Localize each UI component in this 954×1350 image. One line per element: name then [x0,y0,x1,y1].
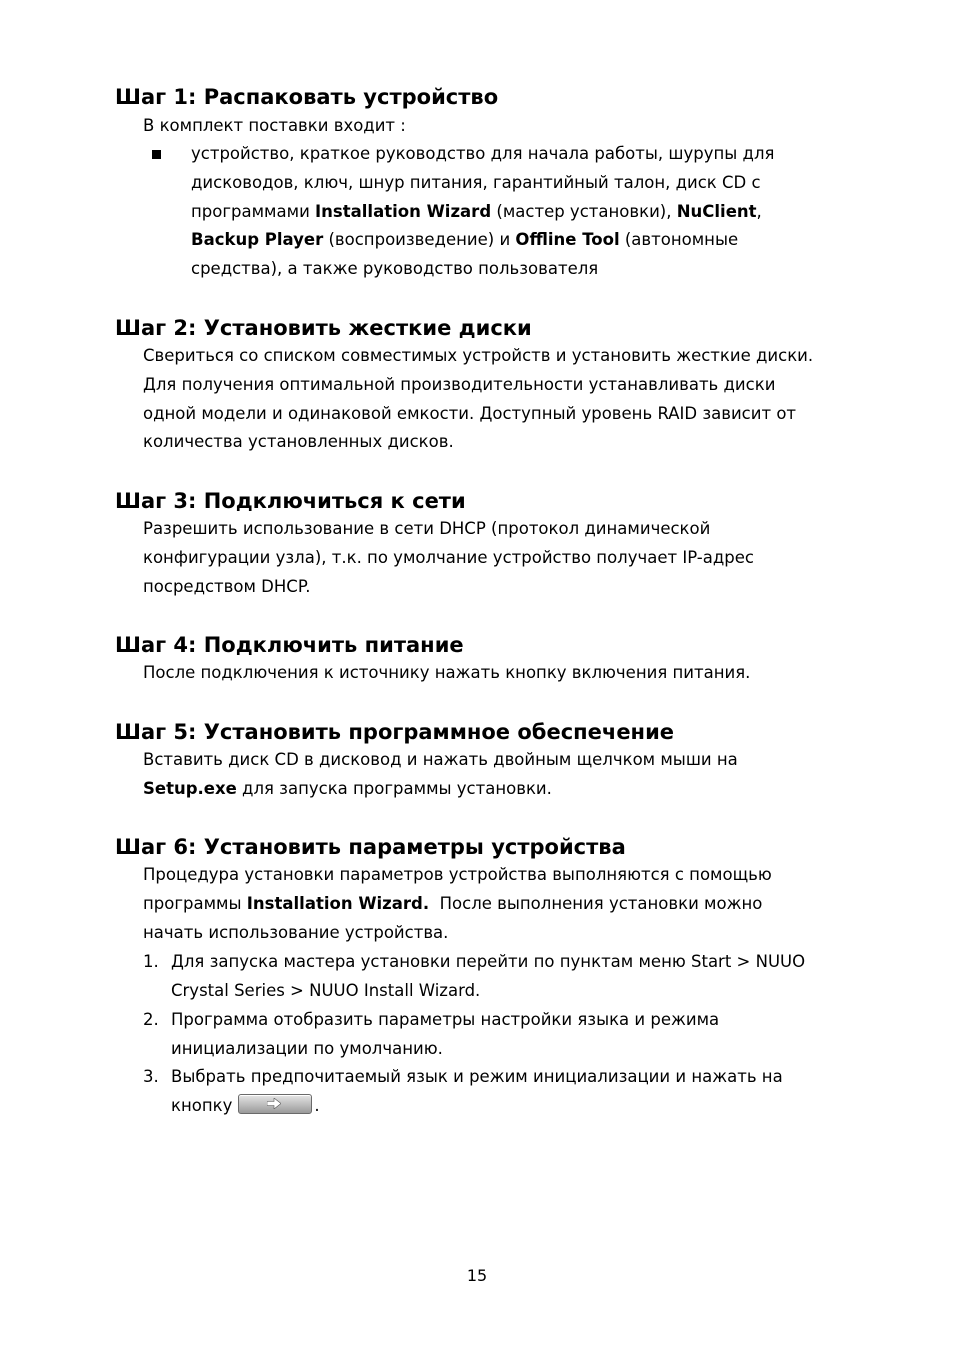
text-run: программами [191,201,316,221]
product-name-installation-wizard: Installation Wizard. [246,893,430,913]
paragraph-line: Разрешить использование в сети DHCP (протокол динамической [143,519,711,538]
paragraph-line: посредством DHCP. [143,576,311,596]
step5-paragraph [143,746,863,804]
list-line: Для запуска мастера установки перейти по пунктам меню Start > NUUO [171,952,806,971]
bullet-line: средства), а также руководство пользователя [191,259,599,279]
paragraph-line: Вставить диск CD в дисковод и нажать двойным щелчком мыши на [143,750,738,769]
step6-paragraph [143,861,863,947]
next-button-image [238,1094,312,1114]
list-line: Выбрать предпочитаемый язык и режим инициализации и нажать на [171,1067,783,1086]
list-line: Программа отобразить параметры настройки языка и режима [171,1010,720,1029]
list-item-text [171,1006,851,1064]
text-run: программы [143,893,247,913]
list-line: инициализации по умолчанию. [171,1038,443,1058]
right-arrow-icon [267,1098,281,1109]
list-number: 3. [143,1067,159,1086]
step1-bullet-text [191,140,851,284]
paragraph-line: конфигурации узла), т.к. по умолчание устройство получает IP-адрес [143,547,754,567]
text-run: После выполнения установки можно [429,893,763,913]
text-run: для запуска программы установки. [236,778,552,798]
step2-paragraph [143,342,863,457]
step1-intro: В комплект поставки входит : [143,116,406,135]
paragraph-line: Процедура установки параметров устройства выполняются с помощью [143,865,772,884]
list-line: Crystal Series > NUUO Install Wizard. [171,980,481,1000]
text-run: (воспроизведение) и [323,230,516,250]
list-number: 2. [143,1010,159,1029]
bullet-line [191,226,851,255]
file-name-setup-exe: Setup.exe [143,778,237,798]
square-bullet-icon [152,150,161,159]
paragraph-line: одной модели и одинаковой емкости. Доступный уровень RAID зависит от [143,403,797,423]
paragraph-line [143,775,863,804]
text-run: , [756,201,762,221]
list-line [171,1092,851,1121]
product-name-backup-player: Backup Player [191,230,324,250]
step3-heading: Шаг 3: Подключиться к сети [115,489,466,513]
text-run: . [314,1095,320,1115]
bullet-line [191,198,851,227]
product-name-nuclient: NuClient [676,201,757,221]
list-item-text [171,1063,851,1121]
step3-paragraph [143,515,863,601]
paragraph-line: Для получения оптимальной производительности устанавливать диски [143,374,776,394]
product-name-installation-wizard: Installation Wizard [315,201,492,221]
paragraph-line: После подключения к источнику нажать кнопку включения питания. [143,663,751,682]
step2-heading: Шаг 2: Установить жесткие диски [115,316,532,340]
step5-heading: Шаг 5: Установить программное обеспечение [115,720,675,744]
paragraph-line: Свериться со списком совместимых устройств и установить жесткие диски. [143,346,814,365]
bullet-line: дисководов, ключ, шнур питания, гарантийный талон, диск CD с [191,172,761,192]
product-name-offline-tool: Offline Tool [515,230,620,250]
page-number: 15 [466,1266,488,1285]
paragraph-line [143,890,863,919]
bullet-line: устройство, краткое руководство для начала работы, шурупы для [191,144,775,163]
step6-heading: Шаг 6: Установить параметры устройства [115,835,626,859]
step4-heading: Шаг 4: Подключить питание [115,633,464,657]
text-run: (автономные [619,230,739,250]
step1-heading: Шаг 1: Распаковать устройство [115,85,499,109]
list-item-text [171,948,851,1006]
paragraph-line: начать использование устройства. [143,922,449,942]
step4-paragraph [143,659,863,688]
paragraph-line: количества установленных дисков. [143,432,454,452]
text-run: (мастер установки), [491,201,677,221]
text-run: кнопку [171,1095,233,1115]
list-number: 1. [143,952,159,971]
